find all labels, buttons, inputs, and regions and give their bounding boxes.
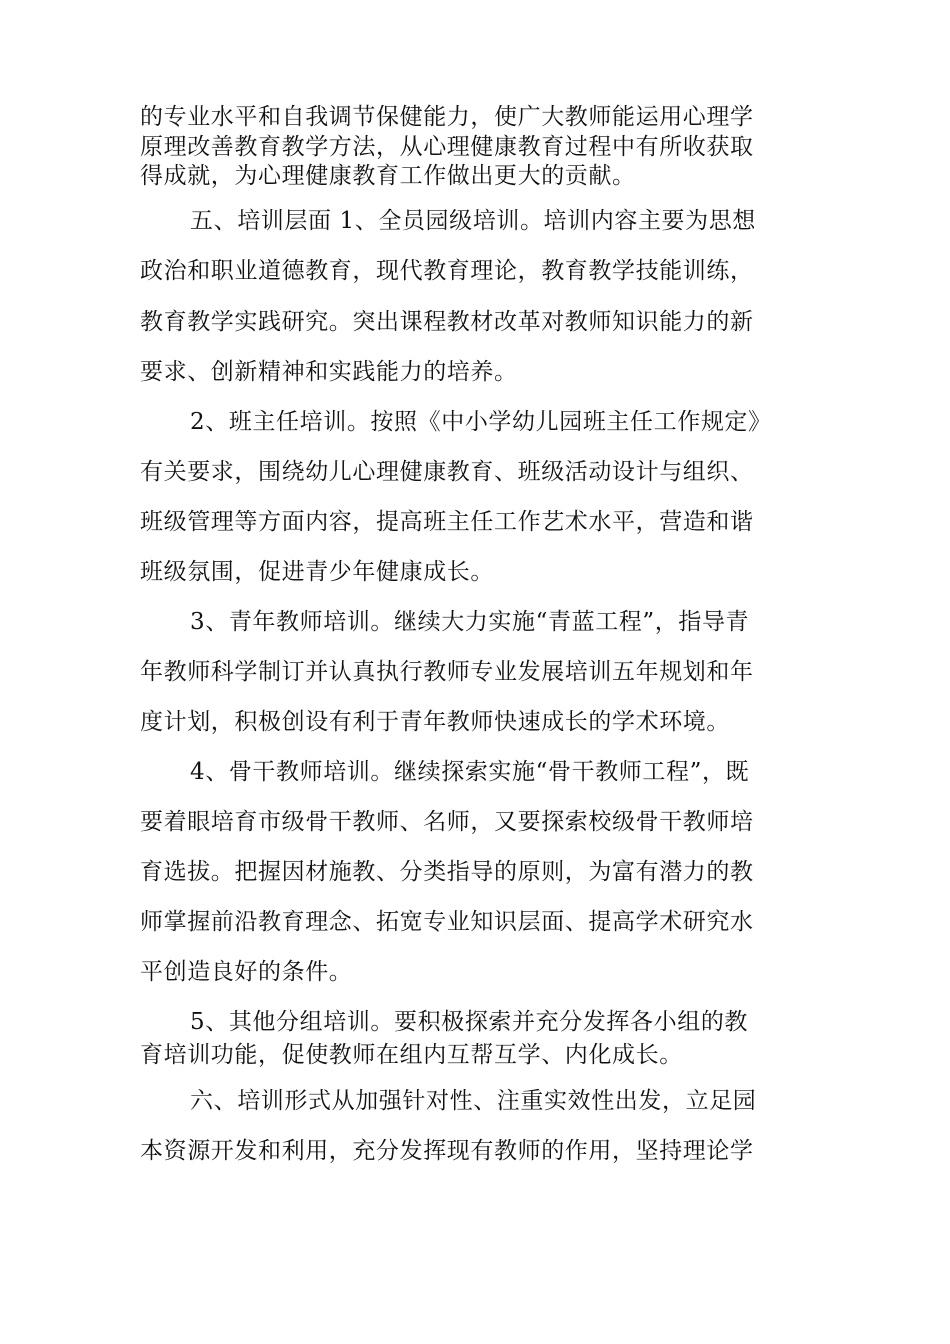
paragraph-line: 得成就，为心理健康教育工作做出更大的贡献。 [140, 163, 636, 189]
paragraph-line: 4、骨干教师培训。继续探索实施“骨干教师工程”，既 [190, 759, 750, 785]
paragraph-line: 育选拔。把握因材施教、分类指导的原则，为富有潜力的教 [140, 859, 754, 885]
paragraph-line: 原理改善教育教学方法，从心理健康教育过程中有所收获取 [140, 134, 754, 160]
paragraph-line: 度计划，积极创设有利于青年教师快速成长的学术环境。 [140, 709, 730, 735]
paragraph-line: 五、培训层面 1、全员园级培训。培训内容主要为思想 [190, 208, 756, 234]
paragraph-line: 教育教学实践研究。突出课程教材改革对教师知识能力的新 [140, 309, 754, 335]
paragraph-line: 政治和职业道德教育，现代教育理论，教育教学技能训练， [140, 258, 754, 284]
paragraph-line: 有关要求，围绕幼儿心理健康教育、班级活动设计与组织、 [140, 459, 754, 485]
paragraph-line: 平创造良好的条件。 [140, 959, 353, 985]
paragraph-line: 5、其他分组培训。要积极探索并充分发挥各小组的教 [190, 1009, 749, 1035]
paragraph-line: 班级管理等方面内容，提高班主任工作艺术水平，营造和谐 [140, 509, 754, 535]
paragraph-line: 2、班主任培训。按照《中小学幼儿园班主任工作规定》 [190, 409, 772, 435]
paragraph-line: 3、青年教师培训。继续大力实施“青蓝工程”，指导青 [190, 609, 750, 635]
paragraph-line: 要求、创新精神和实践能力的培养。 [140, 359, 518, 385]
paragraph-line: 师掌握前沿教育理念、拓宽专业知识层面、提高学术研究水 [140, 909, 754, 935]
paragraph-line: 年教师科学制订并认真执行教师专业发展培训五年规划和年 [140, 659, 754, 685]
paragraph-line: 要着眼培育市级骨干教师、名师，又要探索校级骨干教师培 [140, 809, 754, 835]
paragraph-line: 育培训功能，促使教师在组内互帮互学、内化成长。 [140, 1042, 683, 1068]
paragraph-line: 班级氛围，促进青少年健康成长。 [140, 559, 494, 585]
paragraph-line: 六、培训形式从加强针对性、注重实效性出发，立足园 [190, 1088, 757, 1114]
paragraph-line: 的专业水平和自我调节保健能力，使广大教师能运用心理学 [140, 104, 754, 130]
paragraph-line: 本资源开发和利用，充分发挥现有教师的作用，坚持理论学 [140, 1138, 754, 1164]
